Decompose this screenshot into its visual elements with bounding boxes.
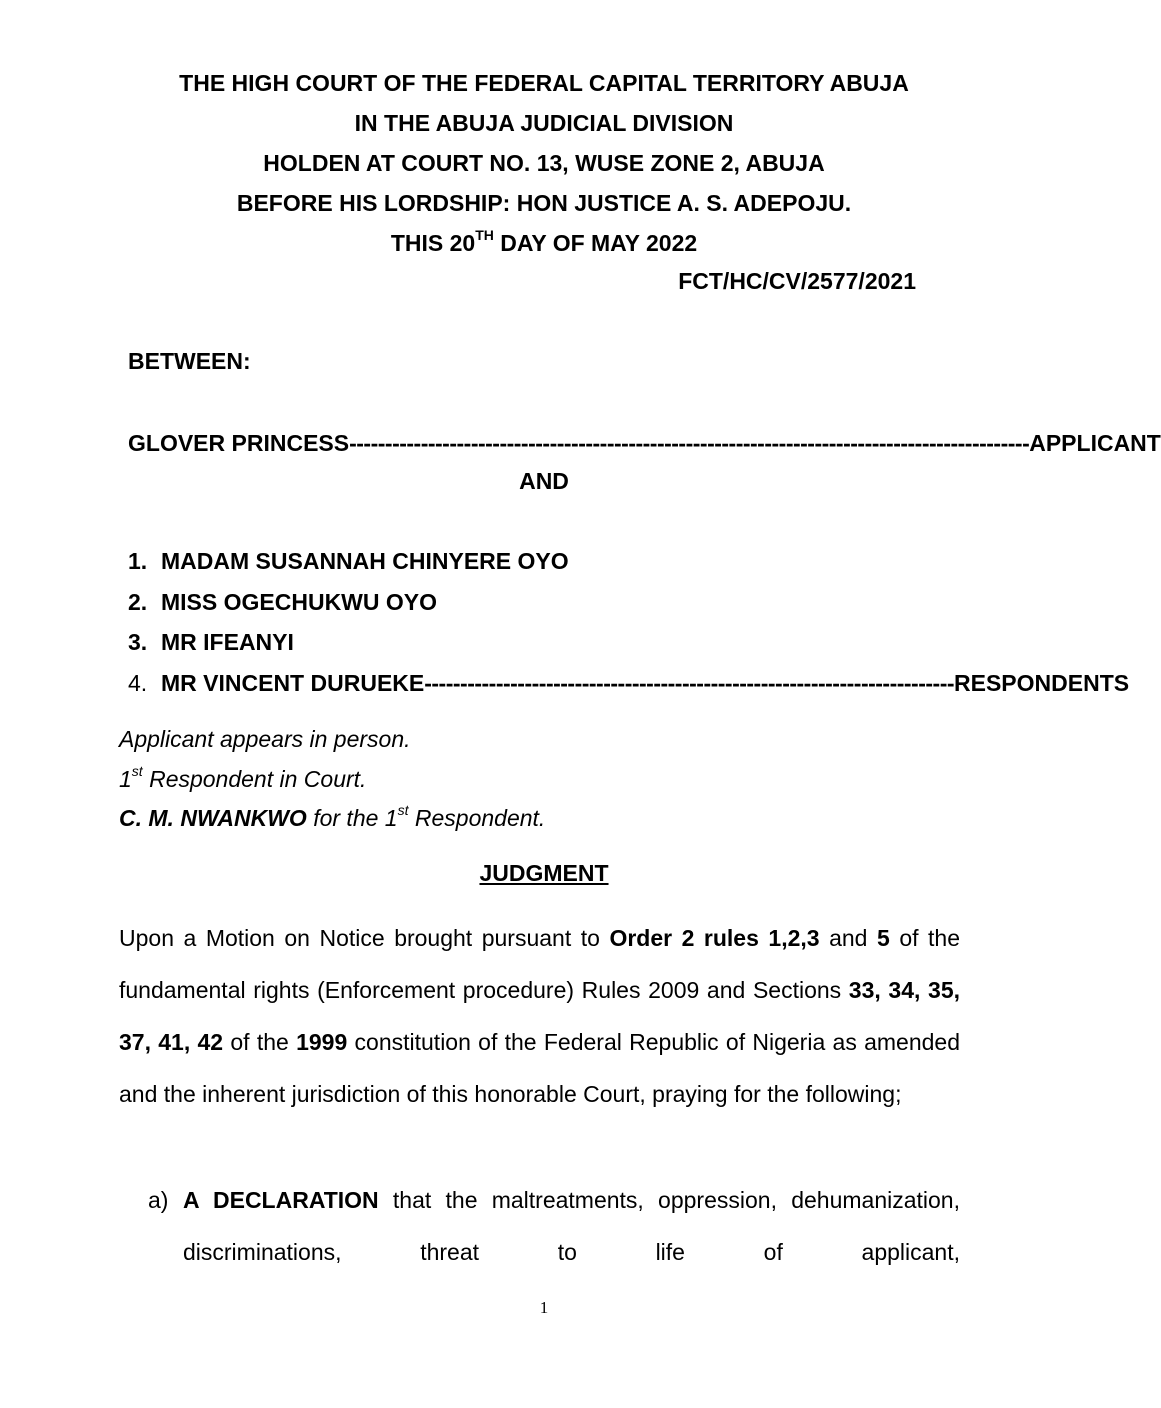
- suit-number: FCT/HC/CV/2577/2021: [678, 268, 916, 294]
- applicant-line: [128, 428, 1161, 458]
- applicant-name: GLOVER PRINCESS: [128, 430, 350, 456]
- appearance-applicant: Applicant appears in person.: [119, 726, 411, 752]
- between-label: BETWEEN:: [128, 348, 251, 374]
- judgment-heading: JUDGMENT: [479, 860, 609, 886]
- body-paragraph: Upon a Motion on Notice brought pursuant to Order 2 rules 1,2,3 and 5 of the fundamental rights (Enforcement procedure) Rules 2009 and Sections 33, 34, 35, 37, 41, 42 of the 1999 constitution of the Federal Republic of Nigeria as amended and the inherent jurisdiction of this honorable Court, praying for the following;: [119, 925, 960, 1107]
- prayer-item-a: [148, 1174, 960, 1278]
- respondent-4: 4. MR VINCENT DURUEKE -------------------------------------------------------------------------- RESPONDENTS: [128, 670, 1130, 696]
- respondent-1: 1. MADAM SUSANNAH CHINYERE OYO: [128, 548, 569, 574]
- prayer-item-text: A DECLARATION that the maltreatments, oppression, dehumanization, discriminations, threat to life of applicant,: [183, 1187, 960, 1265]
- prayer-item-label: a): [148, 1187, 169, 1213]
- appearance-respondent: 1st Respondent in Court.: [119, 763, 367, 792]
- presiding-judge: BEFORE HIS LORDSHIP: HON JUSTICE A. S. ADEPOJU.: [236, 190, 852, 216]
- applicant-role: APPLICANT: [1029, 430, 1161, 456]
- respondent-2: 2. MISS OGECHUKWU OYO: [128, 589, 438, 615]
- applicant-dashes: -----------------------------------------------------------------------------------------------: [349, 430, 1030, 456]
- and-label: AND: [519, 468, 569, 494]
- counsel-name: C. M. NWANKWO: [119, 805, 307, 831]
- page-number: 1: [539, 1298, 549, 1317]
- court-name: THE HIGH COURT OF THE FEDERAL CAPITAL TERRITORY ABUJA: [179, 70, 909, 96]
- judgment-date: THIS 20TH DAY OF MAY 2022: [390, 227, 698, 256]
- appearance-counsel: C. M. NWANKWO for the 1st Respondent.: [119, 802, 546, 831]
- judicial-division: IN THE ABUJA JUDICIAL DIVISION: [354, 110, 734, 136]
- respondents-dashes: --------------------------------------------------------------------------: [424, 670, 955, 696]
- respondents-role: RESPONDENTS: [954, 670, 1130, 696]
- respondent-3: 3. MR IFEANYI: [128, 629, 294, 655]
- court-location: HOLDEN AT COURT NO. 13, WUSE ZONE 2, ABUJA: [263, 150, 825, 176]
